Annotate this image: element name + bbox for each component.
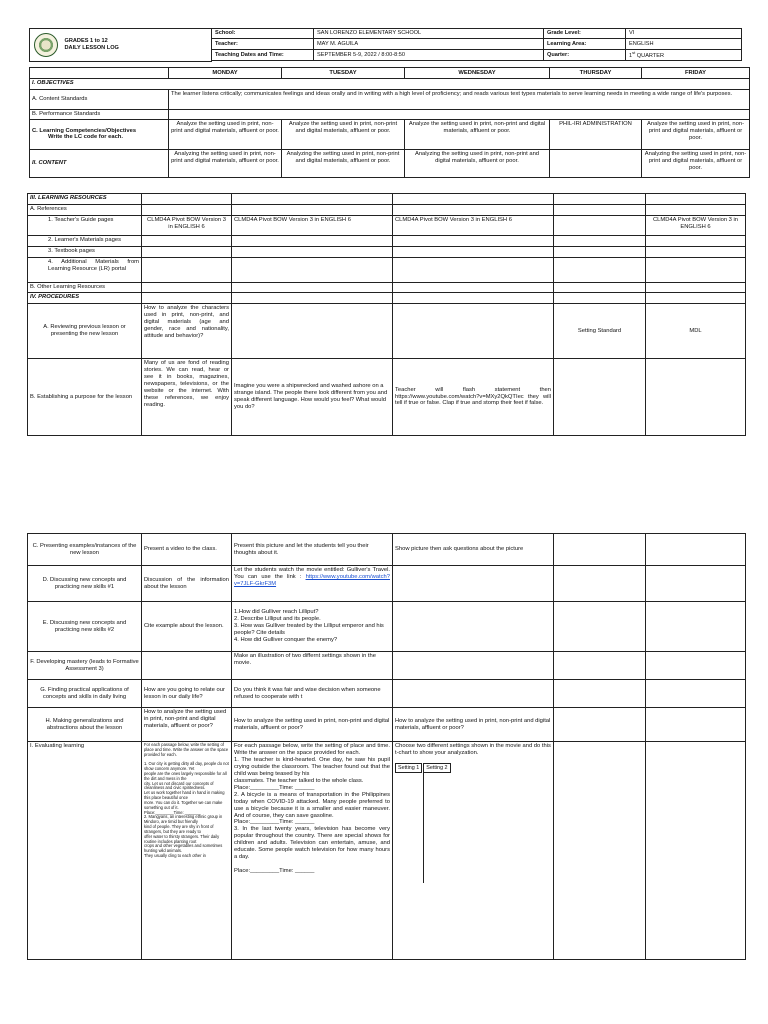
dates-value: SEPTEMBER 5-9, 2022 / 8:00-8:50 <box>314 49 544 61</box>
quarter-value <box>626 49 742 61</box>
objectives-heading: I. OBJECTIVES <box>30 79 750 90</box>
day-header-thursday: THURSDAY <box>550 68 642 79</box>
procedures-heading: IV. PROCEDURES <box>28 293 142 304</box>
competency-monday: Analyze the setting used in print, non-print and digital materials, affluent or poor. <box>169 119 282 149</box>
teachers-guide-friday: CLMD4A Pivot BOW Version 3 in ENGLISH 6 <box>646 216 746 236</box>
procedure-e-tuesday: 1.How did Gulliver reach Lilliput? 2. Describe Lilliput and its people. 3. How was Gulliver treated by the Lilliput emperor and his people? Cite details 4. How did Gulliver conquer the enemy? <box>232 602 393 652</box>
teacher-label: Teacher: <box>212 39 314 49</box>
day-header-wednesday: WEDNESDAY <box>405 68 550 79</box>
quarter-suffix: st <box>632 49 636 55</box>
teachers-guide-wednesday: CLMD4A Pivot BOW Version 3 in ENGLISH 6 <box>393 216 554 236</box>
content-thursday <box>550 149 642 177</box>
learning-area-label: Learning Area: <box>544 39 626 49</box>
procedure-a-monday: How to analyze the characters used in print, non-print, and digital materials (age and gender, race and nationality, attitude and behavior)? <box>142 304 232 359</box>
content-standards-text: The learner listens critically; communicates feelings and ideas orally and in writing with a high level of proficiency; and reads various text types materials to serve learning needs in meeting a wide range of life's purposes. <box>169 90 750 110</box>
school-label: School: <box>212 29 314 39</box>
procedure-b-wednesday: Teacher will flash statement then https://www.youtube.com/watch?v=MXy2QkQTIec they will tell if true or false. Clap if true and stomp their feet if false. <box>393 359 554 436</box>
form-title <box>62 29 212 62</box>
procedure-b-tuesday: Imagine you were a shipwrecked and washed ashore on a strange island. The people there look different from you and speak different language. How would you feel? What would you do? <box>232 359 393 436</box>
performance-standards-text <box>169 110 750 120</box>
day-header-friday: FRIDAY <box>642 68 750 79</box>
procedures-continued-table <box>27 533 746 960</box>
dates-label: Teaching Dates and Time: <box>212 49 314 61</box>
competency-friday: Analyze the setting used in print, non-print and digital materials, affluent or poor. <box>642 119 750 149</box>
corner-cell <box>30 68 169 79</box>
competencies-label-line1: C. Learning Competencies/Objectives <box>32 127 137 134</box>
procedure-d-tuesday-text: Let the students watch the movie entitled: Gulliver's Travel. You can use the link : <box>234 567 390 580</box>
teachers-guide-tuesday: CLMD4A Pivot BOW Version 3 in ENGLISH 6 <box>232 216 393 236</box>
deped-seal <box>30 29 62 62</box>
procedure-i-monday: For each passage below, write the setting of place and time. Write the answer on the space provided for each. 1. Our city is getting dirty all day, people do not show concern anymore. Yet people are the ones largely responsible for all the dirt and mess in the city. Let us not discard our concepts of cleanliness and civic spiritedness. Let us work together hand in hand in making this place beautiful once more. You can do it. Together we can make something out of it. Place:________Time: _______ 2. Mangyans, an interesting ethnic group in Mindoro, are timid but friendly kind of people. They are shy in front of strangers, but they are ready to offer water to thirsty strangers. Their daily routine includes planting root crops and other vegetables and sometimes hunting wild animals. They usually cling to each other in <box>142 742 232 960</box>
procedure-i-wednesday <box>393 742 554 960</box>
t-chart-header <box>395 763 551 773</box>
procedure-d-tuesday <box>232 566 393 602</box>
grade-level-label: Grade Level: <box>544 29 626 39</box>
teachers-guide-label: 1. Teacher's Guide pages <box>28 216 142 236</box>
procedure-i-tuesday: For each passage below, write the setting of place and time. Write the answer on the space provided for each. 1. The teacher is kind-hearted. One day, he saw his pupil crying outside the classroom. The teacher found out that the child was being teased by his classmates. The teacher talked to the whole class. Place:_________Time: ______ 2. A bicycle is a means of transportation in the Philippines today when COVID-19 attacked. Many people preferred to use a bicycle because it is a smaller and easier maneuver. And of course, they can save gasoline. Place:_________Time: ______ 3. In the last twenty years, television has become very popular throughout the country. There are special shows for children and adults. Television can entertain, amuse, and educate. Some people watch television for how many hours a day. Place:_________Time: ______ <box>232 742 393 960</box>
teachers-guide-monday: CLMD4A Pivot BOW Version 3 in ENGLISH 6 <box>142 216 232 236</box>
quarter-number: 1 <box>629 52 633 59</box>
procedure-h-wednesday: How to analyze the setting used in print, non-print and digital materials, affluent or poor? <box>393 708 554 742</box>
procedure-d-monday: Discussion of the information about the lesson <box>142 566 232 602</box>
content-monday: Analyzing the setting used in print, non-print and digital materials, affluent or poor. <box>169 149 282 177</box>
quarter-word: QUARTER <box>635 52 665 59</box>
procedure-a-thursday: Setting Standard <box>554 304 646 359</box>
procedure-b-monday: Many of us are fond of reading stories. We can read, hear or see it in books, magazines, newspapers, televisions, or the website or the internet. With these references, we enjoy reading. <box>142 359 232 436</box>
t-chart-setting-2: Setting 2 <box>423 763 450 773</box>
procedure-g-tuesday: Do you think it was fair and wise decision when someone refused to cooperate with t <box>232 680 393 708</box>
content-friday: Analyzing the setting used in print, non-print and digital materials, affluent or poor. <box>642 149 750 177</box>
procedure-f-label: F. Developing mastery (leads to Formative Assessment 3) <box>28 652 142 680</box>
learning-resources-heading: III. LEARNING RESOURCES <box>28 194 142 205</box>
objectives-table <box>29 67 750 178</box>
competency-wednesday: Analyze the setting used in print, non-print and digital materials, affluent or poor. <box>405 119 550 149</box>
quarter-label: Quarter: <box>544 49 626 61</box>
form-title-line2: DAILY LESSON LOG <box>64 45 119 51</box>
content-standards-label: A. Content Standards <box>30 90 169 110</box>
procedure-f-tuesday: Make an illustration of two differnt settings shown in the movie. <box>232 652 393 680</box>
learners-materials-label: 2. Learner's Materials pages <box>28 236 142 247</box>
other-resources-label: B. Other Learning Resources <box>28 283 142 293</box>
procedure-c-label: C. Presenting examples/instances of the new lesson <box>28 534 142 566</box>
content-wednesday: Analyzing the setting used in print, non-print and digital materials, affluent or poor. <box>405 149 550 177</box>
learning-area-value: ENGLISH <box>626 39 742 49</box>
procedure-b-label: B. Establishing a purpose for the lesson <box>28 359 142 436</box>
content-tuesday: Analyzing the setting used in print, non-print and digital materials, affluent or poor. <box>282 149 405 177</box>
procedure-g-label: G. Finding practical applications of concepts and skills in daily living <box>28 680 142 708</box>
procedure-h-monday: How to analyze the setting used in print, non-print and digital materials, affluent or poor? <box>142 708 232 742</box>
procedure-e-label: E. Discussing new concepts and practicing new skills #2 <box>28 602 142 652</box>
procedure-c-monday: Present a video to the class. <box>142 534 232 566</box>
t-chart-setting-1: Setting 1 <box>395 763 422 773</box>
resources-procedures-table <box>27 193 746 436</box>
day-header-tuesday: TUESDAY <box>282 68 405 79</box>
competency-thursday: PHIL-IRI ADMINISTRATION <box>550 119 642 149</box>
procedure-a-label: A. Reviewing previous lesson or presenting the new lesson <box>28 304 142 359</box>
procedure-d-label: D. Discussing new concepts and practicing new skills #1 <box>28 566 142 602</box>
additional-materials-label: 4. Additional Materials from Learning Resource (LR) portal <box>28 258 142 283</box>
procedure-i-label: I. Evaluating learning <box>28 742 142 960</box>
performance-standards-label: B. Performance Standards <box>30 110 169 120</box>
procedure-a-friday: MDL <box>646 304 746 359</box>
grade-level-value: VI <box>626 29 742 39</box>
procedure-h-label: H. Making generalizations and abstractions about the lesson <box>28 708 142 742</box>
competencies-label <box>30 119 169 149</box>
procedure-i-wednesday-text: Choose two different settings shown in the movie and do this t-chart to show your analyzation. <box>395 743 551 756</box>
form-title-line1: GRADES 1 to 12 <box>64 38 108 45</box>
day-header-monday: MONDAY <box>169 68 282 79</box>
teacher-value: MAY M. AGUILA <box>314 39 544 49</box>
t-chart-divider <box>423 773 424 883</box>
competency-tuesday: Analyze the setting used in print, non-print and digital materials, affluent or poor. <box>282 119 405 149</box>
textbook-pages-label: 3. Textbook pages <box>28 247 142 258</box>
procedure-c-tuesday: Present this picture and let the students tell you their thoughts about it. <box>232 534 393 566</box>
procedure-h-tuesday: How to analyze the setting used in print, non-print and digital materials, affluent or poor? <box>232 708 393 742</box>
gullivers-travel-link[interactable]: https://www.youtube.com/watch?v=7JLF-GkrF3M <box>234 573 390 587</box>
competencies-label-line2: Write the LC code for each. <box>48 134 123 141</box>
procedure-e-monday: Cite example about the lesson. <box>142 602 232 652</box>
school-value: SAN LORENZO ELEMENTARY SCHOOL <box>314 29 544 39</box>
content-label: II. CONTENT <box>30 149 169 177</box>
seal-logo-icon <box>34 33 58 57</box>
references-label: A. References <box>28 205 142 216</box>
header-table <box>29 28 742 62</box>
procedure-g-monday: How are you going to relate our lesson in our daily life? <box>142 680 232 708</box>
procedure-c-wednesday: Show picture then ask questions about the picture <box>393 534 554 566</box>
